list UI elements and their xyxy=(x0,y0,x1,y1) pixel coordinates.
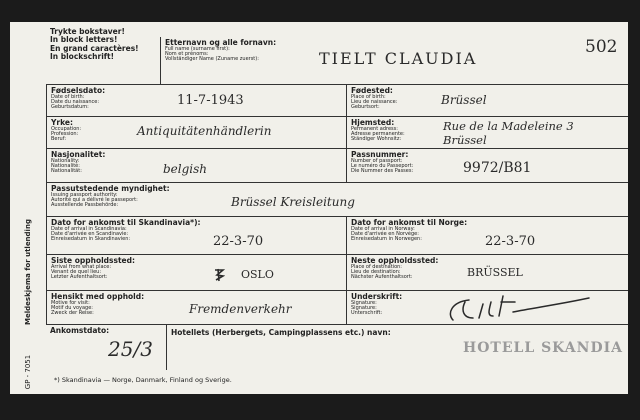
occupation-value: Antiquitätenhändlerin xyxy=(137,124,272,138)
field-name: Etternavn og alle fornavn: Full name (surname first): Nom et prénoms: Vollständiger Name (Zuname zuerst): TIELT CLAUDIA 502 xyxy=(160,37,628,84)
field-occupation: Yrke: Occupation: Profession: Beruf: Antiquitätenhändlerin xyxy=(46,116,346,148)
arrival-scandinavia-value: 22-3-70 xyxy=(213,234,264,249)
last-stay-value: OSLO xyxy=(241,268,274,281)
scribble-mark-icon xyxy=(213,268,225,282)
purpose-value: Fremdenverkehr xyxy=(189,302,292,316)
field-arrival-date: Ankomstdato: 25/3 xyxy=(46,324,166,370)
nationality-value: belgish xyxy=(163,162,208,176)
field-issuing-authority: Passutstedende myndighet: Issuing passport authority: Autorité qui a délivré le passeport: Ausstellende Passbehörde: Brüssel Kreisleitung xyxy=(46,182,628,216)
field-purpose: Hensikt med opphold: Motive for visit: Motif du voyage: Zweck der Reise: Fremdenverkehr xyxy=(46,290,346,324)
next-stay-value: BRÜSSEL xyxy=(467,266,523,279)
registration-card xyxy=(10,22,628,394)
field-last-stay: Siste oppholdssted: Arrival from what place: Venant de quel lieu: Letzter Aufenthaltsort: OSLO xyxy=(46,254,346,290)
form-title: Meldeskjema for utlending xyxy=(24,219,32,325)
field-passport-number: Passnummer: Number of passport: Le numéro du Passeport: Die Nummer des Passes: 9972/B81 xyxy=(346,148,628,182)
field-arrival-norway: Dato for ankomst til Norge: Date of arrival in Norway: Date d'arrivée en Norvège: Einreisedatum in Norwegen: 22-3-70 xyxy=(346,216,628,254)
arrival-date-value: 25/3 xyxy=(108,337,153,361)
field-place-of-birth: Fødested: Place of birth: Lieu de naissance: Geburtsort: Brüssel xyxy=(346,84,628,116)
passport-value: 9972/B81 xyxy=(463,160,532,176)
field-date-of-birth: Fødselsdato: Date of birth: Date du naissance: Geburtsdatum: 11-7-1943 xyxy=(46,84,346,116)
handwritten-signature xyxy=(443,292,593,324)
field-hotel: Hotellets (Herbergets, Campingplassens etc.) navn: xyxy=(166,324,628,370)
hotel-stamp: HOTELL SKANDIA xyxy=(463,340,623,356)
footnote: *) Skandinavia — Norge, Danmark, Finland og Sverige. xyxy=(54,376,232,384)
dob-value: 11-7-1943 xyxy=(177,93,244,108)
side-strip xyxy=(10,22,46,394)
form-code: GP - 7051 xyxy=(24,354,32,390)
pob-value: Brüssel xyxy=(441,93,487,107)
arrival-norway-value: 22-3-70 xyxy=(485,234,536,249)
field-signature: Underskrift: Signature: Signature: Unterschrift: xyxy=(346,290,628,324)
block-letter-instructions: Trykte bokstaver! In block letters! En grand caractères! In blockschrift! xyxy=(50,27,139,62)
authority-value: Brüssel Kreisleitung xyxy=(231,195,355,209)
name-value: TIELT CLAUDIA xyxy=(319,49,478,68)
field-permanent-address: Hjemsted: Permanent adress: Adresse permanente: Ständiger Wohnsitz: Rue de la Madeleine 3 Brüssel xyxy=(346,116,628,148)
address-line-1: Rue de la Madeleine 3 xyxy=(443,119,574,133)
field-arrival-scandinavia: Dato for ankomst til Skandinavia*): Date of arrival in Scandinavia: Date d'arrivée en Scandinavie: Einreisedatum in Skandinavien: 22-3-70 xyxy=(46,216,346,254)
address-line-2: Brüssel xyxy=(443,133,487,147)
card-number: 502 xyxy=(585,37,618,57)
field-nationality: Nasjonalitet: Nationality: Nationalité: Nationalität: belgish xyxy=(46,148,346,182)
field-next-stay: Neste oppholdssted: Place of destination: Lieu de destination: Nächster Aufenthaltsort: BRÜSSEL xyxy=(346,254,628,290)
